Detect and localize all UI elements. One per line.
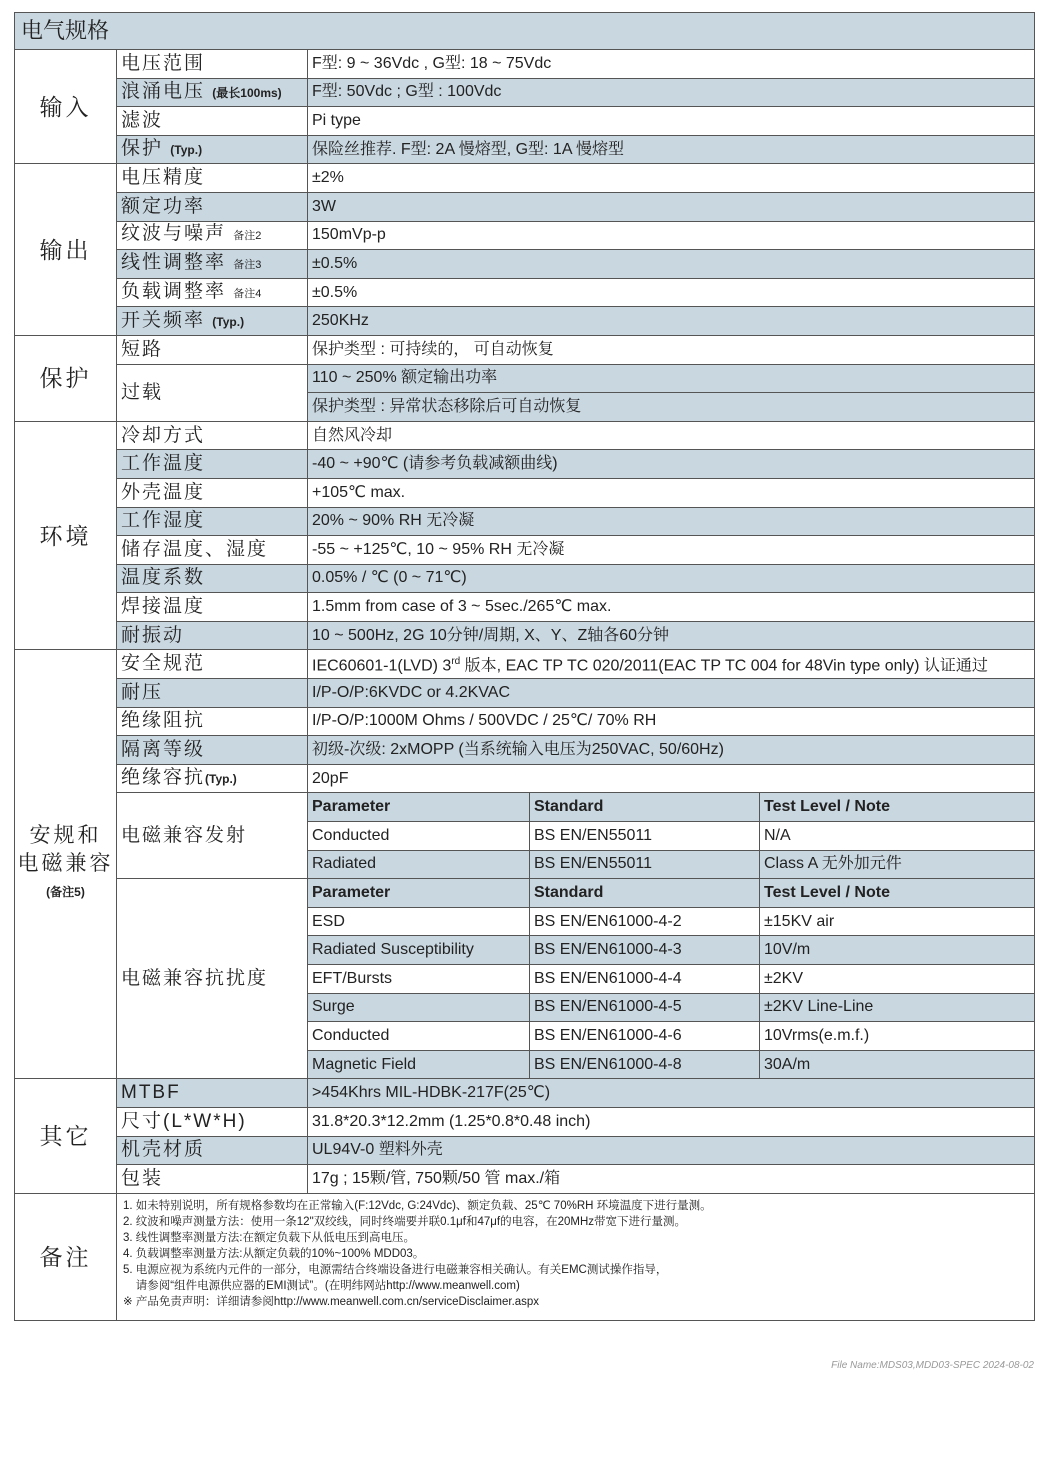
group-output: 输出 bbox=[15, 164, 117, 336]
note-line: 1. 如未特别说明，所有规格参数均在正常输入(F:12Vdc, G:24Vdc)、额定负载、25℃ 70%RH 环境温度下进行量测。 bbox=[123, 1199, 712, 1212]
immunity-level: 10Vrms(e.m.f.) bbox=[760, 1022, 1035, 1051]
value-standards: IEC60601-1(LVD) 3rd 版本, EAC TP TC 020/2011(EAC TP TC 004 for 48Vin type only) 认证通过 bbox=[308, 650, 1035, 679]
label-input-protection: 保护 (Typ.) bbox=[117, 135, 308, 164]
value-filter: Pi type bbox=[308, 107, 1035, 136]
immunity-level: ±15KV air bbox=[760, 907, 1035, 936]
value-packing: 17g ; 15颗/管, 750颗/50 管 max./箱 bbox=[308, 1165, 1035, 1194]
value-storage: -55 ~ +125℃, 10 ~ 95% RH 无冷凝 bbox=[308, 536, 1035, 565]
label-voltage-range: 电压范围 bbox=[117, 50, 308, 79]
immunity-parameter: Conducted bbox=[308, 1022, 530, 1051]
immunity-standard: BS EN/EN61000-4-6 bbox=[530, 1022, 760, 1051]
label-power: 额定功率 bbox=[117, 192, 308, 221]
value-solder: 1.5mm from case of 3 ~ 5sec./265℃ max. bbox=[308, 593, 1035, 622]
immunity-header-parameter: Parameter bbox=[308, 879, 530, 908]
label-work-temp: 工作温度 bbox=[117, 450, 308, 479]
value-surge: F型: 50Vdc ; G型 : 100Vdc bbox=[308, 78, 1035, 107]
label-emc-immunity: 电磁兼容抗扰度 bbox=[117, 879, 308, 1079]
group-notes: 备注 bbox=[15, 1193, 117, 1320]
value-isolation-res: I/P-O/P:1000M Ohms / 500VDC / 25℃/ 70% RH bbox=[308, 707, 1035, 736]
label-isolation-res: 绝缘阻抗 bbox=[117, 707, 308, 736]
value-overload-2: 保护类型 : 异常状态移除后可自动恢复 bbox=[308, 393, 1035, 422]
label-vibration: 耐振动 bbox=[117, 621, 308, 650]
emission-level: Class A 无外加元件 bbox=[760, 850, 1035, 879]
value-input-protection: 保险丝推荐. F型: 2A 慢熔型, G型: 1A 慢熔型 bbox=[308, 135, 1035, 164]
value-capacitance: 20pF bbox=[308, 764, 1035, 793]
spec-table bbox=[14, 12, 1035, 1321]
immunity-parameter: Radiated Susceptibility bbox=[308, 936, 530, 965]
file-name-footer: File Name:MDS03,MDD03-SPEC 2024-08-02 bbox=[831, 1360, 1034, 1371]
label-mtbf: MTBF bbox=[117, 1079, 308, 1108]
value-isolation-grade: 初级-次级: 2xMOPP (当系统输入电压为250VAC, 50/60Hz) bbox=[308, 736, 1035, 765]
immunity-standard: BS EN/EN61000-4-4 bbox=[530, 965, 760, 994]
label-coefficient: 温度系数 bbox=[117, 564, 308, 593]
note-line: ※ 产品免责声明：详细请参阅http://www.meanwell.com.cn/serviceDisclaimer.aspx bbox=[123, 1295, 540, 1308]
immunity-level: 10V/m bbox=[760, 936, 1035, 965]
value-work-temp: -40 ~ +90℃ (请参考负载减额曲线) bbox=[308, 450, 1035, 479]
emission-parameter: Conducted bbox=[308, 822, 530, 851]
immunity-standard: BS EN/EN61000-4-2 bbox=[530, 907, 760, 936]
immunity-standard: BS EN/EN61000-4-8 bbox=[530, 1050, 760, 1079]
immunity-parameter: ESD bbox=[308, 907, 530, 936]
value-line-reg: ±0.5% bbox=[308, 250, 1035, 279]
value-switching: 250KHz bbox=[308, 307, 1035, 336]
value-humidity: 20% ~ 90% RH 无冷凝 bbox=[308, 507, 1035, 536]
immunity-header-level: Test Level / Note bbox=[760, 879, 1035, 908]
label-withstand: 耐压 bbox=[117, 679, 308, 708]
note-line: 4. 负载调整率测量方法:从额定负载的10%~100% MDD03。 bbox=[123, 1247, 425, 1260]
value-dimension: 31.8*20.3*12.2mm (1.25*0.8*0.48 inch) bbox=[308, 1107, 1035, 1136]
value-material: UL94V-0 塑料外壳 bbox=[308, 1136, 1035, 1165]
immunity-parameter: EFT/Bursts bbox=[308, 965, 530, 994]
group-protection: 保护 bbox=[15, 335, 117, 421]
note-line: 请参阅“组件电源供应器的EMI测试”。(在明纬网站http://www.meanwell.com) bbox=[123, 1279, 520, 1292]
value-case-temp: +105℃ max. bbox=[308, 478, 1035, 507]
value-coefficient: 0.05% / ℃ (0 ~ 71℃) bbox=[308, 564, 1035, 593]
note-line: 2. 纹波和噪声测量方法：使用一条12"双绞线，同时终端要并联0.1μf和47μf的电容，在20MHz带宽下进行量测。 bbox=[123, 1215, 687, 1228]
label-dimension: 尺寸(L*W*H) bbox=[117, 1107, 308, 1136]
label-case-temp: 外壳温度 bbox=[117, 478, 308, 507]
label-capacitance: 绝缘容抗(Typ.) bbox=[117, 764, 308, 793]
label-standards: 安全规范 bbox=[117, 650, 308, 679]
label-filter: 滤波 bbox=[117, 107, 308, 136]
immunity-parameter: Magnetic Field bbox=[308, 1050, 530, 1079]
label-storage: 储存温度、湿度 bbox=[117, 536, 308, 565]
value-withstand: I/P-O/P:6KVDC or 4.2KVAC bbox=[308, 679, 1035, 708]
emission-standard: BS EN/EN55011 bbox=[530, 822, 760, 851]
group-safety bbox=[15, 650, 117, 1079]
label-packing: 包装 bbox=[117, 1165, 308, 1194]
value-accuracy: ±2% bbox=[308, 164, 1035, 193]
label-isolation-grade: 隔离等级 bbox=[117, 736, 308, 765]
immunity-level: ±2KV Line-Line bbox=[760, 993, 1035, 1022]
immunity-standard: BS EN/EN61000-4-3 bbox=[530, 936, 760, 965]
label-switching: 开关频率 (Typ.) bbox=[117, 307, 308, 336]
immunity-standard: BS EN/EN61000-4-5 bbox=[530, 993, 760, 1022]
emission-header-level: Test Level / Note bbox=[760, 793, 1035, 822]
group-safety-line2: 电磁兼容 bbox=[17, 852, 114, 876]
value-overload-1: 110 ~ 250% 额定输出功率 bbox=[308, 364, 1035, 393]
group-environment: 环境 bbox=[15, 421, 117, 650]
label-short: 短路 bbox=[117, 335, 308, 364]
label-ripple: 纹波与噪声 备注2 bbox=[117, 221, 308, 250]
emission-header-standard: Standard bbox=[530, 793, 760, 822]
label-overload: 过载 bbox=[117, 364, 308, 421]
value-power: 3W bbox=[308, 192, 1035, 221]
note-line: 3. 线性调整率测量方法:在额定负载下从低电压到高电压。 bbox=[123, 1231, 415, 1244]
label-accuracy: 电压精度 bbox=[117, 164, 308, 193]
value-mtbf: >454Khrs MIL-HDBK-217F(25℃) bbox=[308, 1079, 1035, 1108]
emission-header-parameter: Parameter bbox=[308, 793, 530, 822]
group-others: 其它 bbox=[15, 1079, 117, 1193]
group-input: 输入 bbox=[15, 50, 117, 164]
label-surge: 浪涌电压 (最长100ms) bbox=[117, 78, 308, 107]
label-load-reg: 负载调整率 备注4 bbox=[117, 278, 308, 307]
label-humidity: 工作湿度 bbox=[117, 507, 308, 536]
value-short: 保护类型 : 可持续的， 可自动恢复 bbox=[308, 335, 1035, 364]
value-vibration: 10 ~ 500Hz, 2G 10分钟/周期, X、Y、Z轴各60分钟 bbox=[308, 621, 1035, 650]
label-material: 机壳材质 bbox=[117, 1136, 308, 1165]
label-line-reg: 线性调整率 备注3 bbox=[117, 250, 308, 279]
page-title: 电气规格 bbox=[15, 13, 1035, 50]
label-solder: 焊接温度 bbox=[117, 593, 308, 622]
immunity-header-standard: Standard bbox=[530, 879, 760, 908]
immunity-parameter: Surge bbox=[308, 993, 530, 1022]
immunity-level: 30A/m bbox=[760, 1050, 1035, 1079]
label-cooling: 冷却方式 bbox=[117, 421, 308, 450]
note-line: 5. 电源应视为系统内元件的一部分，电源需结合终端设备进行电磁兼容相关确认。有关EMC测试操作指导， bbox=[123, 1263, 668, 1276]
value-voltage-range: F型: 9 ~ 36Vdc , G型: 18 ~ 75Vdc bbox=[308, 50, 1035, 79]
emission-parameter: Radiated bbox=[308, 850, 530, 879]
value-cooling: 自然风冷却 bbox=[308, 421, 1035, 450]
value-load-reg: ±0.5% bbox=[308, 278, 1035, 307]
group-safety-line1: 安规和 bbox=[29, 824, 102, 848]
notes-block bbox=[117, 1193, 1035, 1320]
immunity-level: ±2KV bbox=[760, 965, 1035, 994]
emission-level: N/A bbox=[760, 822, 1035, 851]
group-safety-note: (备注5) bbox=[46, 885, 85, 900]
label-emc-emission: 电磁兼容发射 bbox=[117, 793, 308, 879]
emission-standard: BS EN/EN55011 bbox=[530, 850, 760, 879]
value-ripple: 150mVp-p bbox=[308, 221, 1035, 250]
